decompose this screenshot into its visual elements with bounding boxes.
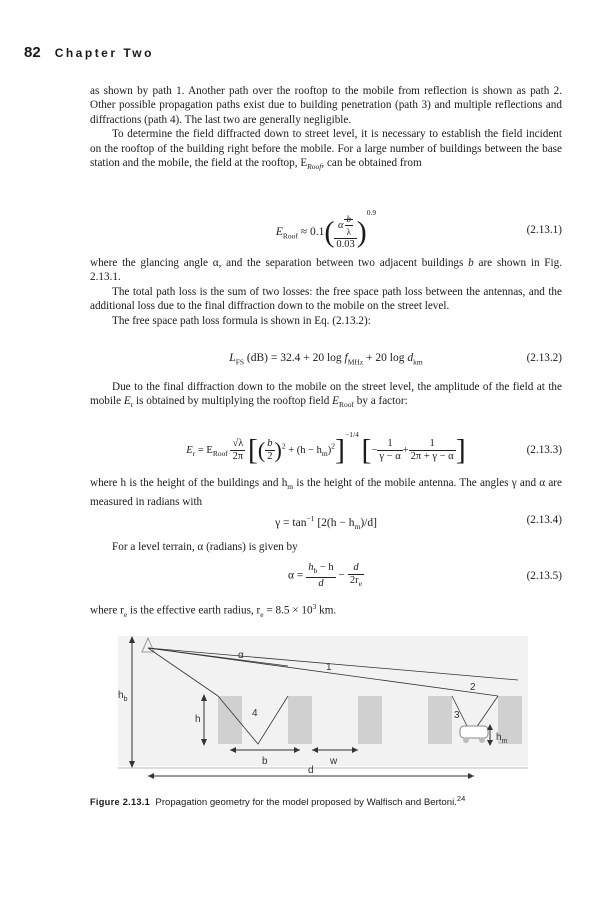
paragraph-3: where the glancing angle α, and the separation between two adjacent buildings b are shown in Fig. 2.13.1. [90,257,563,284]
hb-label: $h_b$ [118,690,128,703]
d-label: d [308,765,314,776]
paragraph-6: Due to the final diffraction down to the mobile on the street level, the amplitude of the field at the mobile $E_r$ is obtained by multiplying the rooftop field $E_{Roof}$ by a factor: [90,381,562,410]
equation-number: (2.13.5) [526,570,562,582]
car [460,726,488,738]
equation-number: (2.13.4) [526,514,562,526]
paragraph-2: To determine the field diffracted down to street level, it is necessary to establish the field incident on the rooftop of the building right before the mobile. For a large number of buildings between the base station and the mobile, the field at the rooftop, $E_{Roof}$, can be obtained from [90,128,562,172]
building-4 [428,696,452,744]
page-header [24,44,154,62]
equation-2-13-2: $L_{FS}$ (dB) = 32.4 + 20 $\log f_{MHz} + 20$ $\log d_{km}$ (2.13.2) [229,352,562,367]
page-number: 82 [24,44,41,61]
h-label: h [195,714,201,725]
paragraph-5: The free space path loss formula is shown in Eq. (2.13.2): [112,314,371,327]
paragraph-9: where $r_e$ is the effective earth radius, $r_e = 8.5 \times 10^3$ km. [90,602,337,619]
equation-2-13-5: α = $\frac{h_b - h}{d}$ − $\frac{d}{2r_e}$ (2.13.5) [287,562,562,590]
b-label: b [262,756,268,767]
paragraph-8: For a level terrain, α (radians) is given by [112,541,298,553]
alpha-label: α [238,650,244,661]
equation-2-13-4: $\gamma = \tan^{-1} [2(h - h_m)/d]$ (2.13.4) [275,514,562,532]
path-1-label: 1 [326,662,332,673]
equation-number: (2.13.3) [526,444,562,456]
equation-number: (2.13.2) [526,352,562,364]
paragraph-1-block [90,84,562,175]
paragraph-8-block [90,540,562,554]
path-3-label: 3 [454,710,460,721]
paragraph-6-block [90,380,562,413]
building-5 [498,696,522,744]
paragraph-7: where h is the height of the buildings and $h_m$ is the height of the mobile antenna. The angles γ and α are measured in radians with [90,477,562,508]
equation-2-13-1: $E_{Roof} \approx 0.1$( α $\frac{b}{\lambda}$ 0.03 )$^{0.9}$ (2.13.1) [275,208,562,251]
building-3 [358,696,382,744]
paragraph-1: as shown by path 1. Another path over the rooftop to the mobile from reflection is shown as path 2. Other possible propagation paths exist due to building penetration (path 3) and multiple reflections and diffractions (path 4). The last two are generally negligible. [90,85,562,126]
paragraph-3-block [90,256,562,328]
propagation-geometry-figure [118,636,528,782]
figure-background [118,636,528,766]
path-4-label: 4 [252,708,258,719]
path-2-label: 2 [470,682,476,693]
equation-2-13-3: $E_r = E_{Roof}$ $\frac{√\lambda}{2\pi}$ [( $\frac{b}{2}$ )$^2 + (h - h_m)^2]^{-1/4}$ [− $\frac{1}{\gamma - \alpha}$ + $\frac{1}{2\pi + \gamma - \alpha}$ ] (2.13.3) [186,430,562,467]
paragraph-7-block [90,476,562,509]
building-2 [288,696,312,744]
chapter-title: Chapter Two [54,46,154,60]
paragraph-9-block [90,600,562,622]
equation-number: (2.13.1) [526,224,562,236]
w-label: w [330,756,338,767]
figure-caption: Figure 2.13.1 Propagation geometry for the model proposed by Walfisch and Bertoni.$^{24}$ [90,794,466,809]
hm-label: $h_m$ [496,732,508,745]
paragraph-4: The total path loss is the sum of two losses: the free space path loss between the antennas, and the additional loss due to the final diffraction down to the mobile on the street level. [90,285,562,313]
